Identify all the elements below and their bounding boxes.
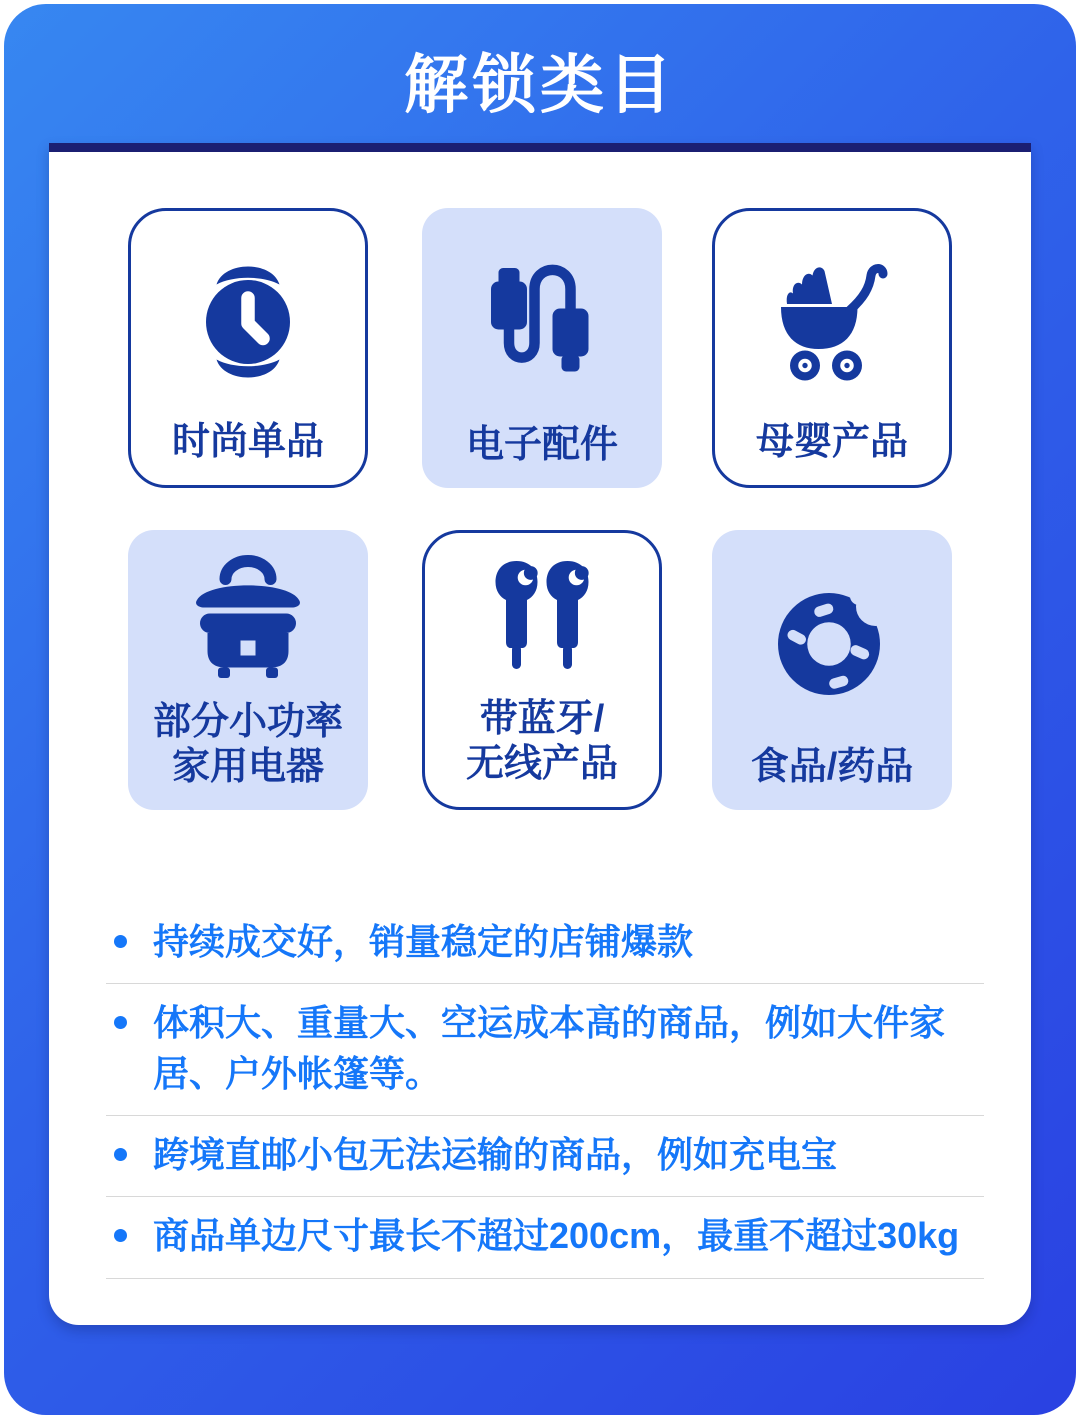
category-label: 时尚单品 (171, 421, 324, 464)
page-title: 解锁类目 (404, 49, 676, 121)
category-tile-food-medicine (712, 530, 952, 810)
bullet-dot-icon (114, 1016, 127, 1029)
content-card (49, 143, 1031, 1325)
note-text: 体积大、重量大、空运成本高的商品，例如大件家居、户外帐篷等。 (153, 1002, 946, 1095)
rice-cooker-icon (173, 530, 323, 700)
note-text: 持续成交好，销量稳定的店铺爆款 (153, 921, 694, 962)
list-item (106, 903, 984, 984)
blue-frame (4, 4, 1076, 1415)
category-tile-mother-baby (712, 208, 952, 488)
list-item (106, 1116, 984, 1197)
card-top-accent-bar (49, 143, 1031, 152)
category-label: 电子配件 (465, 424, 618, 467)
watch-icon (173, 211, 323, 420)
bullet-dot-icon (114, 1148, 127, 1161)
earphones-icon (467, 533, 617, 697)
notes-list (106, 903, 984, 1279)
category-label: 部分小功率 家用电器 (152, 701, 343, 789)
stroller-icon (757, 211, 907, 420)
usb-cable-icon (467, 208, 617, 423)
donut-icon (757, 530, 907, 745)
bullet-dot-icon (114, 1229, 127, 1242)
category-label: 母婴产品 (755, 421, 908, 464)
category-tile-bluetooth-wireless (422, 530, 662, 810)
category-label: 带蓝牙/ 无线产品 (465, 698, 618, 786)
category-tile-fashion-items (128, 208, 368, 488)
note-text: 跨境直邮小包无法运输的商品，例如充电宝 (153, 1134, 838, 1176)
category-label: 食品/药品 (750, 746, 914, 789)
category-tile-electronic-accessories (422, 208, 662, 488)
list-item (106, 984, 984, 1116)
category-tile-small-appliances (128, 530, 368, 810)
list-item (106, 1197, 984, 1278)
bullet-dot-icon (114, 935, 127, 948)
note-text: 商品单边尺寸最长不超过200cm，最重不超过30kg (153, 1215, 960, 1257)
